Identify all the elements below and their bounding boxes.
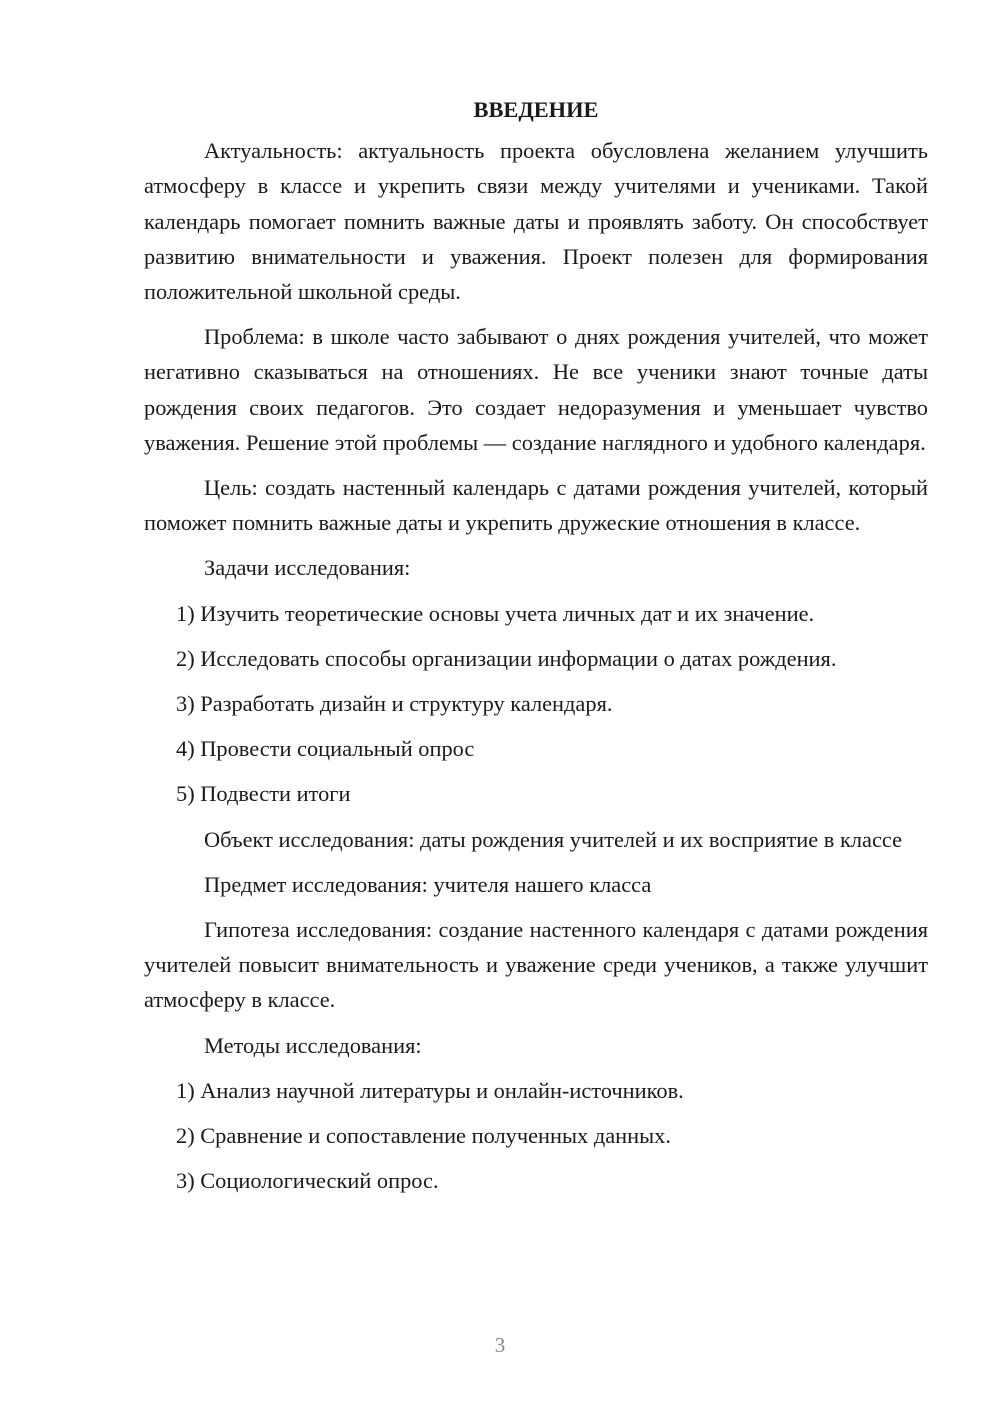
page-number: 3 <box>494 1333 506 1357</box>
tasks-list <box>144 596 928 812</box>
tasks-label: Задачи исследования: <box>204 555 411 581</box>
object-paragraph: Объект исследования: даты рождения учителей и их восприятие в классе <box>204 826 903 852</box>
hypothesis-paragraph: Гипотеза исследования: создание настенного календаря с датами рождения учителей повысит внимательность и уважение среди учеников, а также улучшит атмосферу в классе. <box>144 917 928 1013</box>
list-item: 5) Подвести итоги <box>176 781 351 807</box>
list-item: 1) Изучить теоретические основы учета личных дат и их значение. <box>176 600 815 626</box>
list-item: 2) Исследовать способы организации информации о датах рождения. <box>176 645 837 671</box>
section-title: ВВЕДЕНИЕ <box>473 97 599 122</box>
actuality-paragraph: Актуальность: актуальность проекта обусловлена желанием улучшить атмосферу в классе и укрепить связи между учителями и учениками. Такой календарь помогает помнить важные даты и проявлять заботу. Он способствует развитию внимательности и уважения. Проект полезен для формирования положительной школьной среды. <box>144 138 928 305</box>
list-item: 4) Провести социальный опрос <box>176 736 475 762</box>
list-item: 3) Социологический опрос. <box>176 1168 439 1194</box>
subject-paragraph: Предмет исследования: учителя нашего класса <box>204 871 652 897</box>
goal-paragraph: Цель: создать настенный календарь с датами рождения учителей, который поможет помнить важные даты и укрепить дружеские отношения в классе. <box>144 475 928 536</box>
problem-paragraph: Проблема: в школе часто забывают о днях рождения учителей, что может негативно сказываться на отношениях. Не все ученики знают точные даты рождения своих педагогов. Это создает недоразумения и уменьшает чувство уважения. Решение этой проблемы — создание наглядного и удобного календаря. <box>144 324 928 455</box>
methods-label: Методы исследования: <box>204 1032 422 1058</box>
list-item: 3) Разработать дизайн и структуру календаря. <box>176 691 613 717</box>
list-item: 1) Анализ научной литературы и онлайн-источников. <box>176 1077 684 1103</box>
list-item: 2) Сравнение и сопоставление полученных данных. <box>176 1123 671 1149</box>
document-body <box>144 92 928 1208</box>
methods-list <box>144 1073 928 1199</box>
